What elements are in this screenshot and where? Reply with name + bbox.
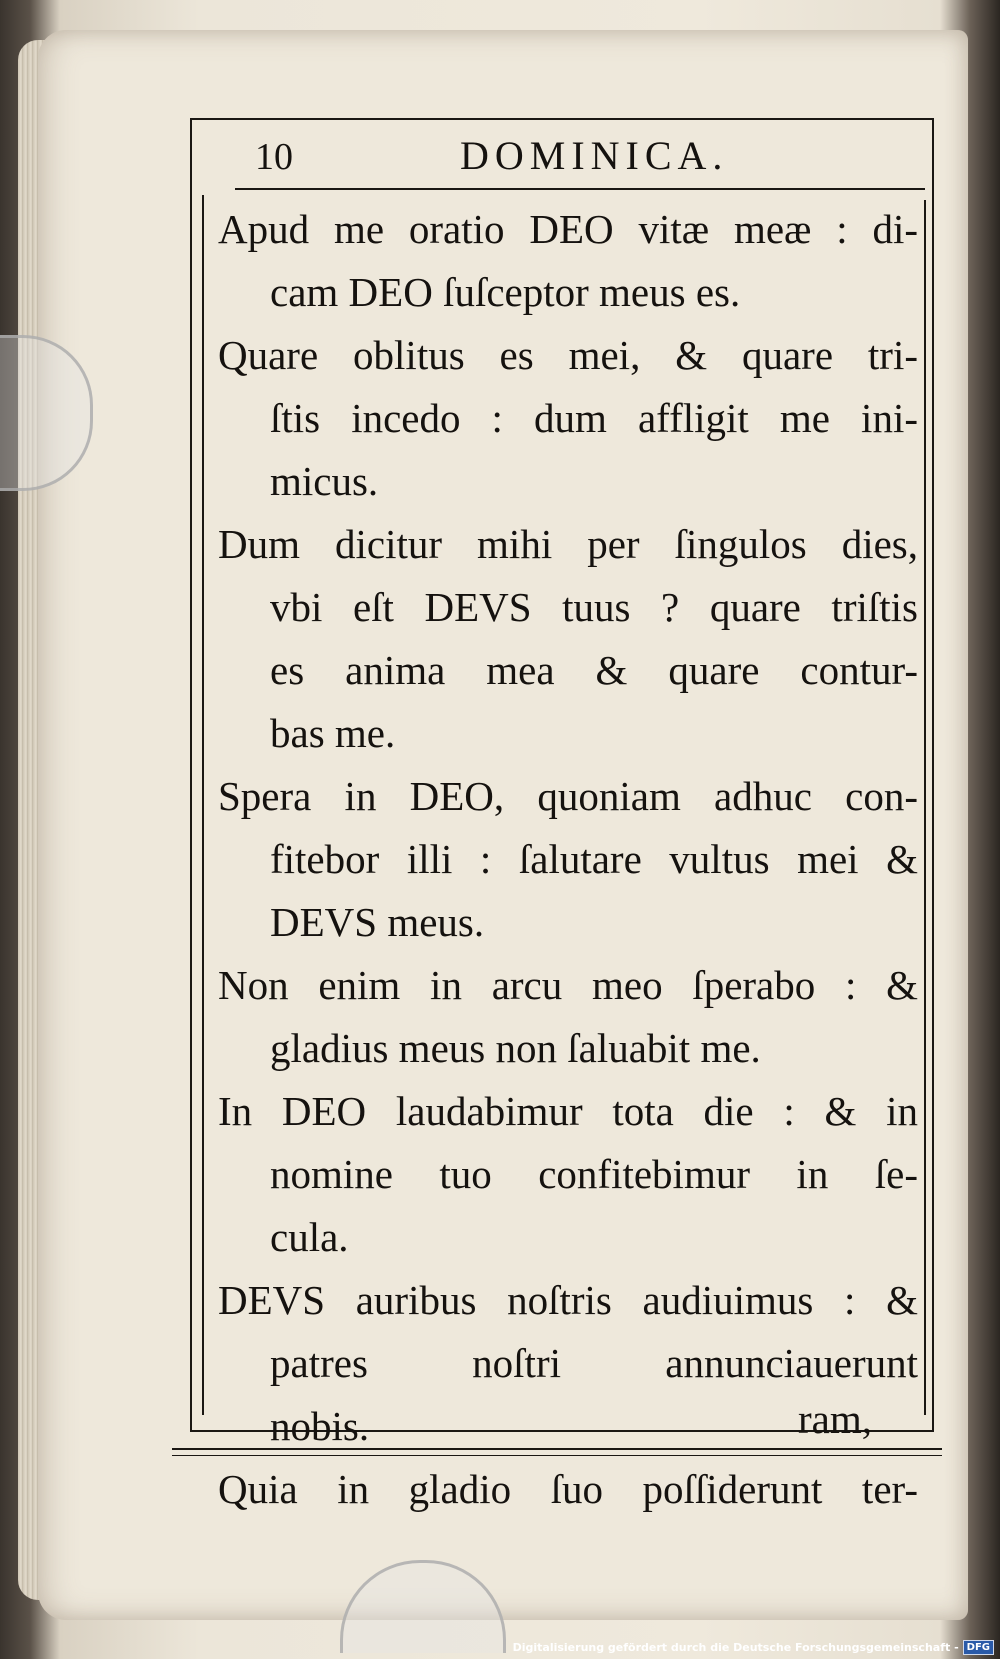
verse-line: DEVS meus.	[270, 899, 485, 945]
catchword: ram,	[798, 1396, 872, 1442]
verse-line: nobis.	[270, 1403, 370, 1449]
verse-line: patres noſtri annunciauerunt	[270, 1340, 918, 1386]
verse	[218, 198, 918, 324]
verse-line: Apud me oratio DEO vitæ meæ : di-	[218, 206, 918, 252]
verse-line: In DEO laudabimur tota die : & in	[218, 1088, 918, 1134]
verse-line: ſtis incedo : dum affligit me ini-	[270, 395, 918, 441]
verse-line: fitebor illi : ſalutare vultus mei &	[270, 836, 918, 882]
page-number: 10	[255, 136, 293, 178]
verse-line: Dum dicitur mihi per ſingulos dies,	[218, 521, 918, 567]
verse-line: bas me.	[270, 710, 396, 756]
verse	[218, 1458, 918, 1521]
frame-inner-right-rule	[924, 200, 926, 1415]
verse-line: vbi eſt DEVS tuus ? quare triſtis	[270, 584, 918, 630]
verse-line: Spera in DEO, quoniam adhuc con-	[218, 773, 918, 819]
head-rule	[235, 188, 925, 190]
verse	[218, 513, 918, 765]
verse-line: es anima mea & quare contur-	[270, 647, 918, 693]
verse-line: micus.	[270, 458, 379, 504]
verse-line: Non enim in arcu meo ſperabo : &	[218, 962, 918, 1008]
verse-line: Quare oblitus es mei, & quare tri-	[218, 332, 918, 378]
verse	[218, 1080, 918, 1269]
verse-line: gladius meus non ſaluabit me.	[270, 1025, 761, 1071]
verse	[218, 765, 918, 954]
verse-line: cula.	[270, 1214, 349, 1260]
verse-line: cam DEO ſuſceptor meus es.	[270, 269, 741, 315]
verse	[218, 324, 918, 513]
digitization-footer	[513, 1640, 994, 1655]
footer-text: Digitalisierung gefördert durch die Deutsche Forschungsgemeinschaft -	[512, 1641, 959, 1654]
psalm-text	[218, 198, 918, 1521]
running-head: DOMINICA.	[460, 133, 729, 178]
frame-inner-left-rule	[202, 195, 204, 1415]
verse-line: nomine tuo confitebimur in ſe-	[270, 1151, 918, 1197]
verse	[218, 954, 918, 1080]
verse-line: Quia in gladio ſuo poſſiderunt ter-	[218, 1466, 918, 1512]
dfg-logo-icon: DFG	[963, 1640, 994, 1655]
verse-line: DEVS auribus noſtris audiuimus : &	[218, 1277, 918, 1323]
